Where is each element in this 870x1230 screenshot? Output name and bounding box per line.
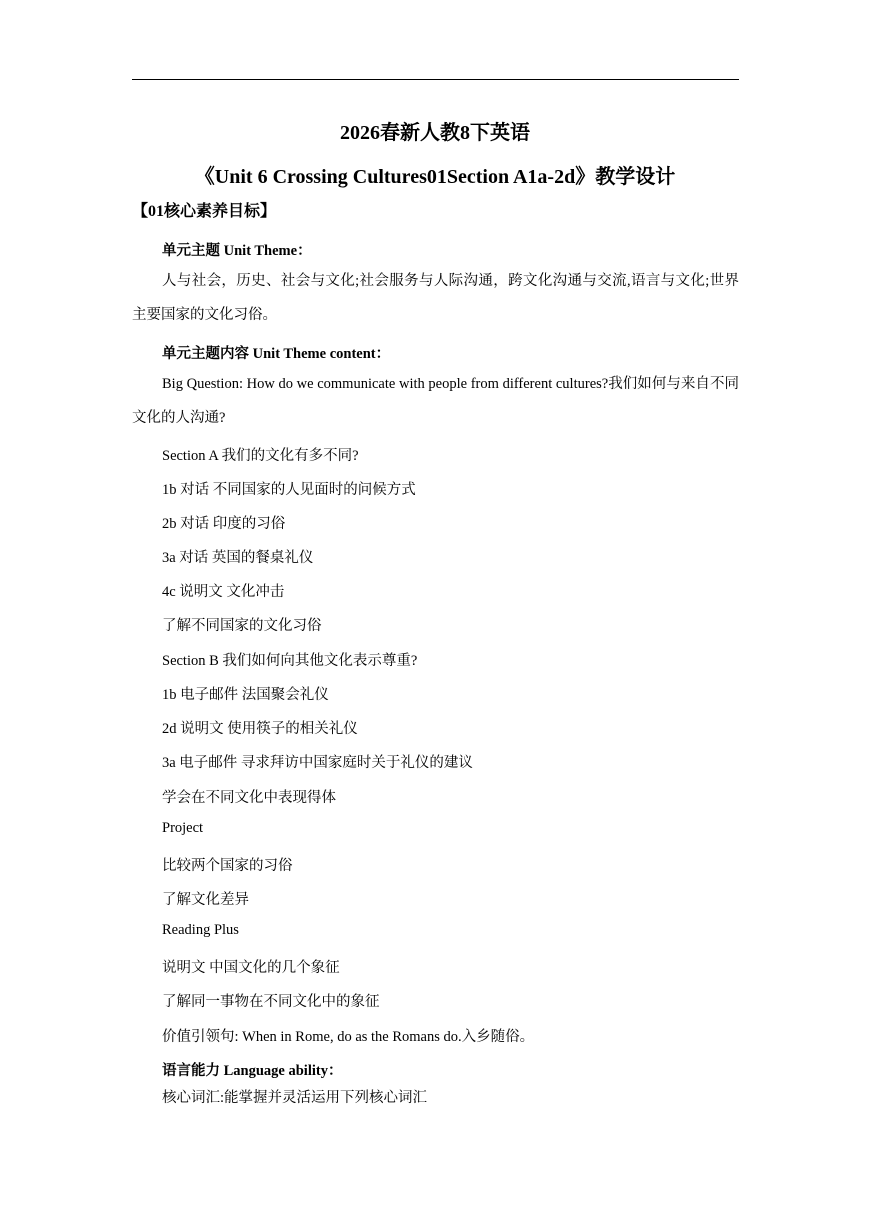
content-line: 3a 对话 英国的餐桌礼仪 <box>162 550 314 566</box>
content-line: 1b 电子邮件 法国聚会礼仪 <box>162 687 329 703</box>
content-line: 学会在不同文化中表现得体 <box>162 790 336 806</box>
content-line: Project <box>162 820 204 836</box>
content-line: Reading Plus <box>162 922 239 938</box>
content-line: 比较两个国家的习俗 <box>162 858 293 874</box>
content-line: 了解同一事物在不同文化中的象征 <box>162 994 380 1010</box>
document-subtitle: 《Unit 6 Crossing Cultures01Section A1a-2d》教学设计 <box>194 166 676 188</box>
document-title: 2026春新人教8下英语 <box>340 122 530 144</box>
content-line: 2d 说明文 使用筷子的相关礼仪 <box>162 721 358 737</box>
content-line: 1b 对话 不同国家的人见面时的问候方式 <box>162 482 416 498</box>
unit-theme-label: 单元主题 Unit Theme： <box>162 243 312 259</box>
content-line: 了解不同国家的文化习俗 <box>162 618 322 634</box>
unit-theme-text: 人与社会，历史、社会与文化;社会服务与人际沟通，跨文化沟通与交流,语言与文化;世界主要国家的文化习俗。 <box>132 273 739 323</box>
language-ability-text: 核心词汇:能掌握并灵活运用下列核心词汇 <box>162 1090 428 1106</box>
content-line: Section B 我们如何向其他文化表示尊重? <box>162 653 418 669</box>
content-line: Section A 我们的文化有多不同? <box>162 448 359 464</box>
content-line: 2b 对话 印度的习俗 <box>162 516 286 532</box>
content-line: 价值引领句: When in Rome, do as the Romans do.入乡随俗。 <box>162 1029 535 1045</box>
content-line: 3a 电子邮件 寻求拜访中国家庭时关于礼仪的建议 <box>162 755 473 771</box>
content-line: 了解文化差异 <box>162 892 249 908</box>
big-question-text: Big Question: How do we communicate with people from different cultures?我们如何与来自不同文化的人沟通? <box>132 376 739 426</box>
content-line: 说明文 中国文化的几个象征 <box>162 960 340 976</box>
language-ability-label: 语言能力 Language ability： <box>162 1063 343 1079</box>
content-line: 4c 说明文 文化冲击 <box>162 584 285 600</box>
unit-theme-content-label: 单元主题内容 Unit Theme content： <box>162 346 391 362</box>
header-rule <box>132 79 739 80</box>
section-heading: 【01核心素养目标】 <box>132 203 277 220</box>
